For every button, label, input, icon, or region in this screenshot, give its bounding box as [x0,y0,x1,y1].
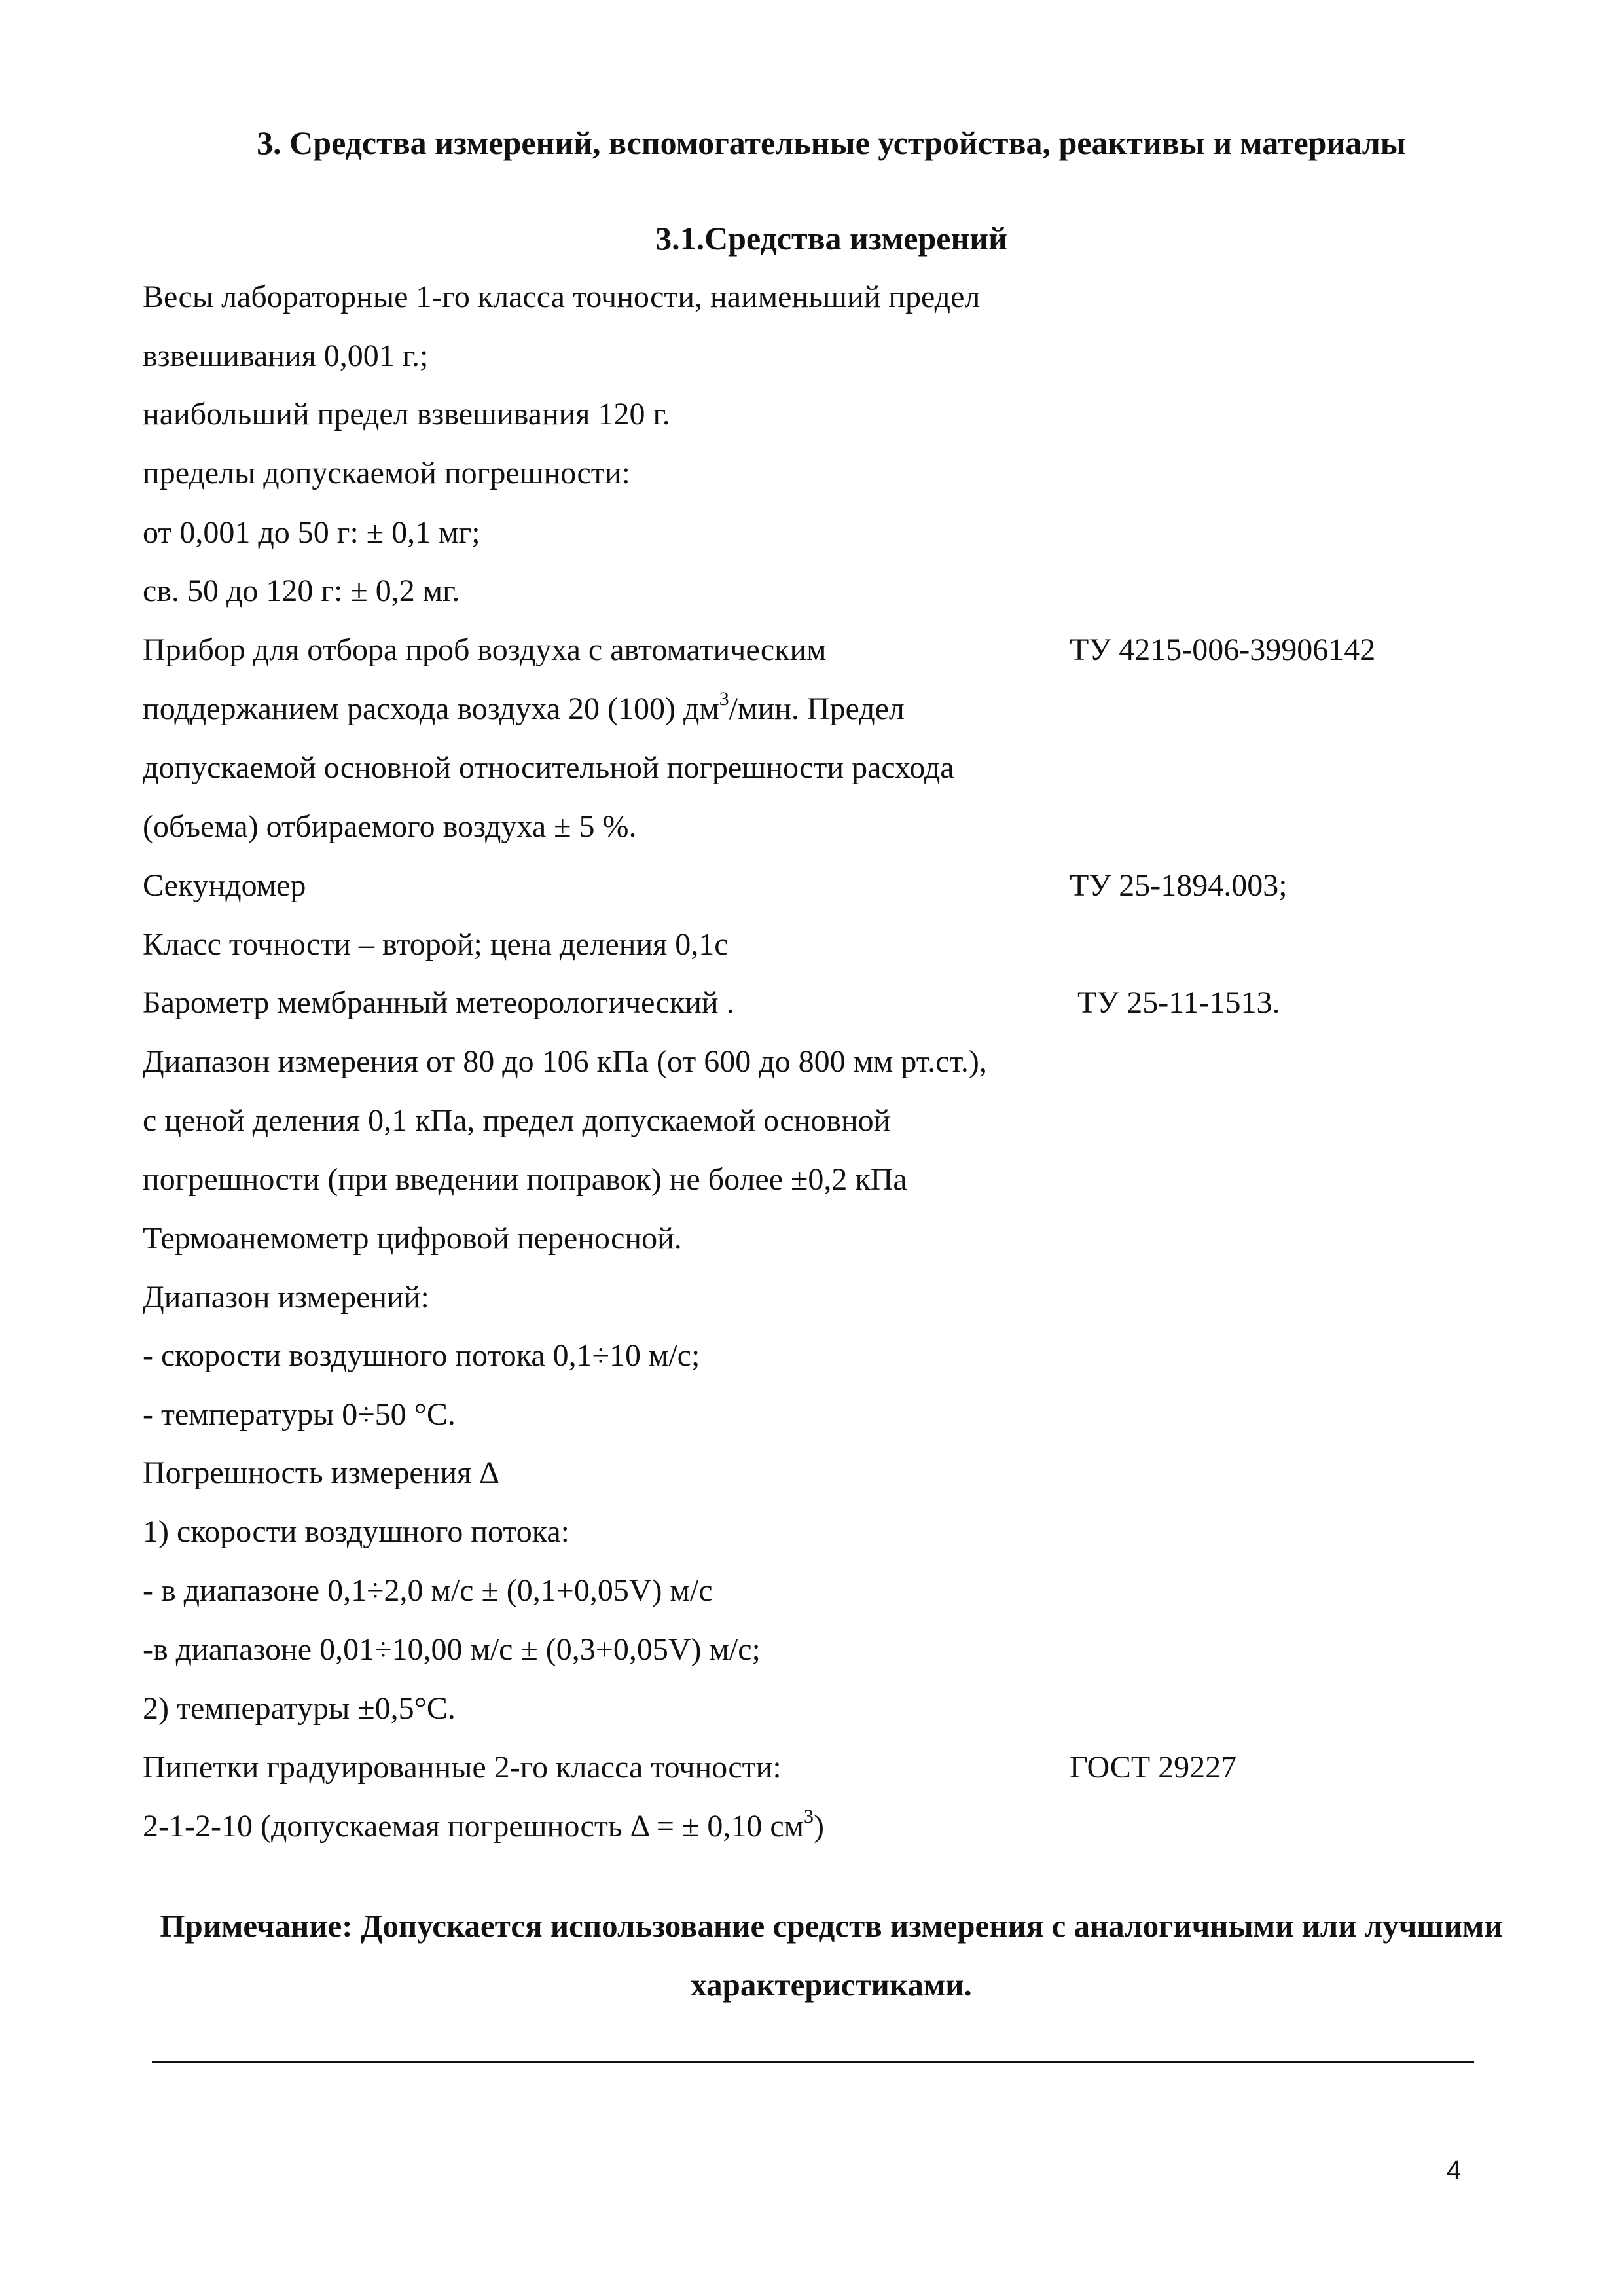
text-line: Погрешность измерения Δ [143,1455,499,1490]
text-line: - в диапазоне 0,1÷2,0 м/с ± (0,1+0,05V) м/с [143,1573,713,1608]
text-line: 2) температуры ±0,5°С. [143,1691,456,1726]
text-line: Прибор для отбора проб воздуха с автоматическим [143,632,827,667]
text-fragment: 2-1-2-10 (допускаемая погрешность Δ = ± 0,10 см [143,1809,804,1844]
subsection-title: 3.1.Средства измерений [655,220,1007,257]
text-line: 1) скорости воздушного потока: [143,1514,569,1549]
text-line: Весы лабораторные 1-го класса точности, наименьший предел [143,280,981,314]
text-line: Термоанемометр цифровой переносной. [143,1221,682,1256]
text-line: Секундомер [143,868,306,903]
text-line [143,1807,824,1846]
text-line: (объема) отбираемого воздуха ± 5 %. [143,809,637,844]
text-line: - скорости воздушного потока 0,1÷10 м/с; [143,1338,700,1373]
text-fragment: поддержанием расхода воздуха 20 (100) дм [143,691,719,726]
standard-reference: ГОСТ 29227 [1070,1750,1237,1785]
text-line [143,689,905,729]
standard-reference: ТУ 25-11-1513. [1077,985,1280,1020]
text-line: взвешивания 0,001 г.; [143,338,429,373]
text-line: погрешности (при введении поправок) не более ±0,2 кПа [143,1162,907,1197]
text-line: пределы допускаемой погрешности: [143,456,630,490]
text-line: наибольший предел взвешивания 120 г. [143,397,670,431]
horizontal-rule [152,2061,1474,2063]
text-line: Класс точности – второй; цена деления 0,1с [143,927,729,962]
text-line: с ценой деления 0,1 кПа, предел допускаемой основной [143,1103,891,1138]
standard-reference: ТУ 4215-006-39906142 [1070,632,1376,667]
text-line: -в диапазоне 0,01÷10,00 м/с ± (0,3+0,05V) м/с; [143,1632,761,1667]
text-line: Диапазон измерения от 80 до 106 кПа (от 600 до 800 мм рт.ст.), [143,1044,987,1079]
text-fragment: ) [814,1809,824,1844]
text-line: Диапазон измерений: [143,1280,429,1315]
section-title: 3. Средства измерений, вспомогательные устройства, реактивы и материалы [257,124,1406,161]
note-line: Примечание: Допускается использование средств измерения с аналогичными или лучшими [160,1908,1503,1944]
text-line: св. 50 до 120 г: ± 0,2 мг. [143,574,460,608]
text-line: от 0,001 до 50 г: ± 0,1 мг; [143,515,480,550]
superscript: 3 [804,1806,814,1827]
text-line: Барометр мембранный метеорологический . [143,985,734,1020]
note-line: характеристиками. [691,1967,972,2003]
superscript: 3 [719,688,729,710]
text-fragment: /мин. Предел [729,691,905,726]
text-line: Пипетки градуированные 2-го класса точности: [143,1750,782,1785]
text-line: - температуры 0÷50 °С. [143,1397,456,1432]
standard-reference: ТУ 25-1894.003; [1070,868,1288,903]
page-number: 4 [1447,2156,1462,2185]
text-line: допускаемой основной относительной погрешности расхода [143,750,954,785]
